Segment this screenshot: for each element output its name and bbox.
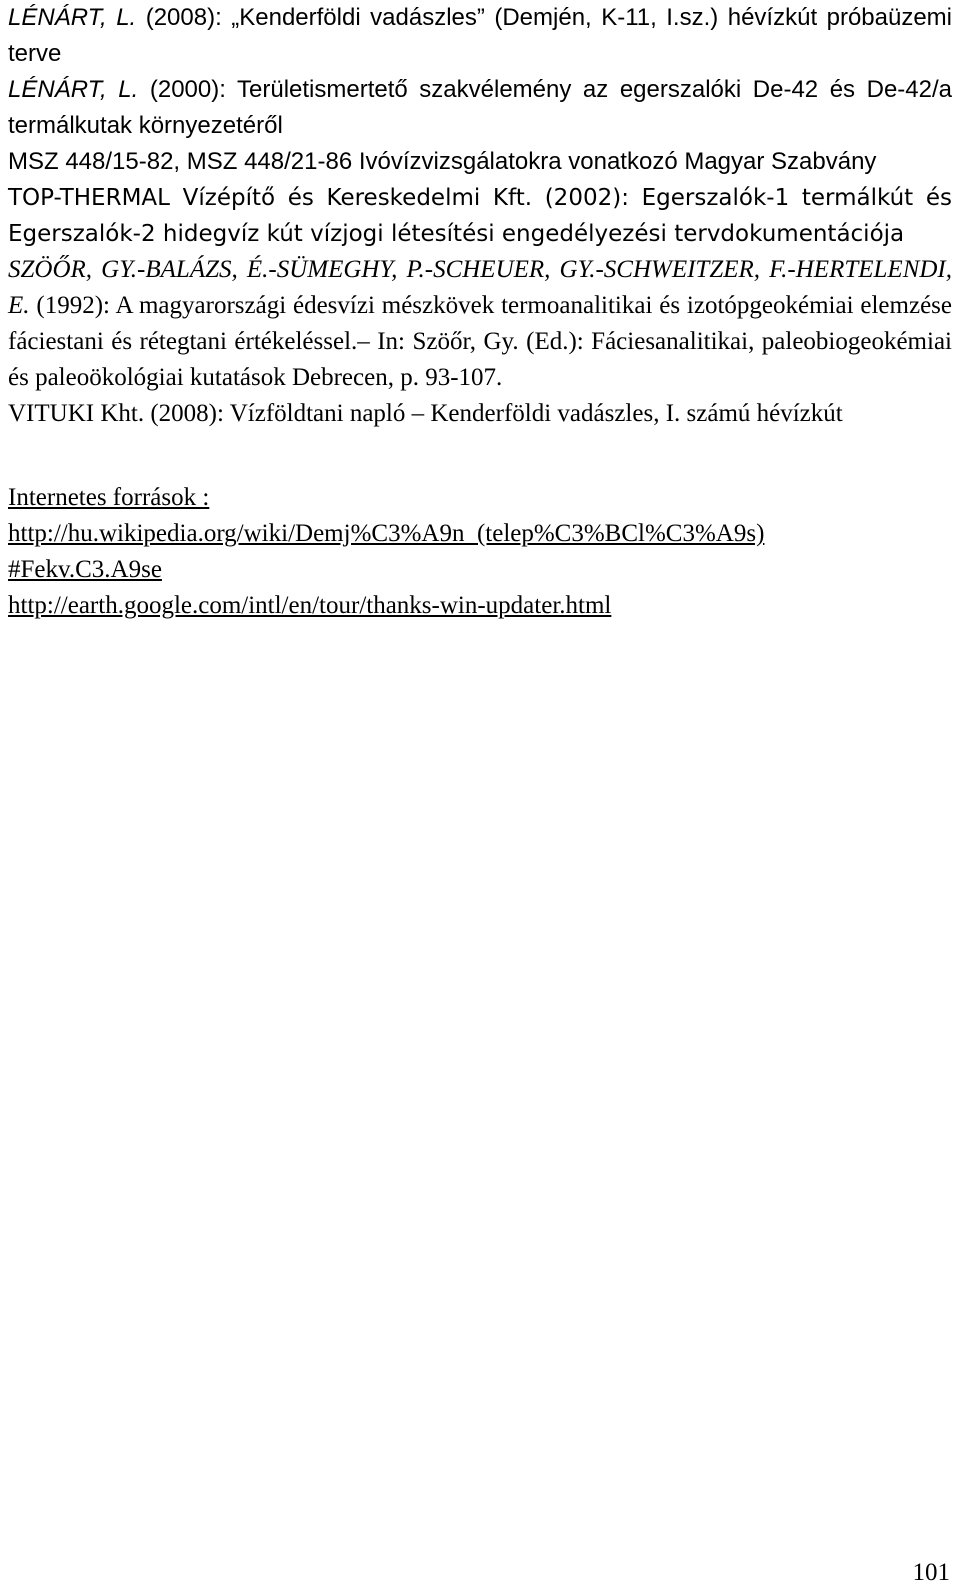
google-earth-link[interactable]: http://earth.google.com/intl/en/tour/thanks-win-updater.html [8,592,612,619]
internet-sources [8,480,952,624]
reference-text: MSZ 448/15-82, MSZ 448/21-86 Ivóvízvizsgálatokra vonatkozó Magyar Szabvány [8,148,877,175]
reference-text: VITUKI Kht. (2008): Vízföldtani napló – Kenderföldi vadászles, I. számú hévízkút [8,400,843,427]
reference-text: (2008): „Kenderföldi vadászles” (Demjén, K-11, I.sz.) hévízkút próbaüzemi terve [8,4,953,67]
reference-authors: LÉNÁRT, L. [8,4,137,31]
wikipedia-link[interactable]: http://hu.wikipedia.org/wiki/Demj%C3%A9n_(telep%C3%BCl%C3%A9s) [8,520,765,547]
reference-page [8,0,952,624]
reference-text: (2000): Területismertető szakvélemény az egerszalóki De-42 és De-42/a termálkutak környezetéről [8,76,952,139]
reference-entry [8,180,952,252]
reference-entry [8,72,952,144]
page-number: 101 [912,1559,950,1586]
reference-text: TOP-THERMAL Vízépítő és Kereskedelmi Kft. (2002): Egerszalók-1 termálkút és Egerszalók-2 hidegvíz kút vízjogi létesítési engedélyezési tervdokumentációja [8,185,952,247]
wikipedia-link-anchor[interactable]: #Fekv.C3.A9se [8,556,162,583]
reference-entry [8,144,952,180]
reference-text: (1992): A magyarországi édesvízi mészkövek termoanalitikai és izotópgeokémiai elemzése fáciestani és rétegtani értékeléssel.– In: Szöőr, Gy. (Ed.): Fáciesanalitikai, paleobiogeokémiai és paleoökológiai kutatások Debrecen, p. 93-107. [8,292,952,391]
internet-sources-heading: Internetes források : [8,484,210,511]
reference-entry [8,0,952,72]
reference-entry [8,252,952,396]
reference-authors: SZÖŐR, GY.-BALÁZS, É.-SÜMEGHY, P.-SCHEUER, GY.-SCHWEITZER, F.-HERTELENDI, E. [8,256,952,319]
reference-authors: LÉNÁRT, L. [8,76,139,103]
reference-entry [8,396,952,432]
